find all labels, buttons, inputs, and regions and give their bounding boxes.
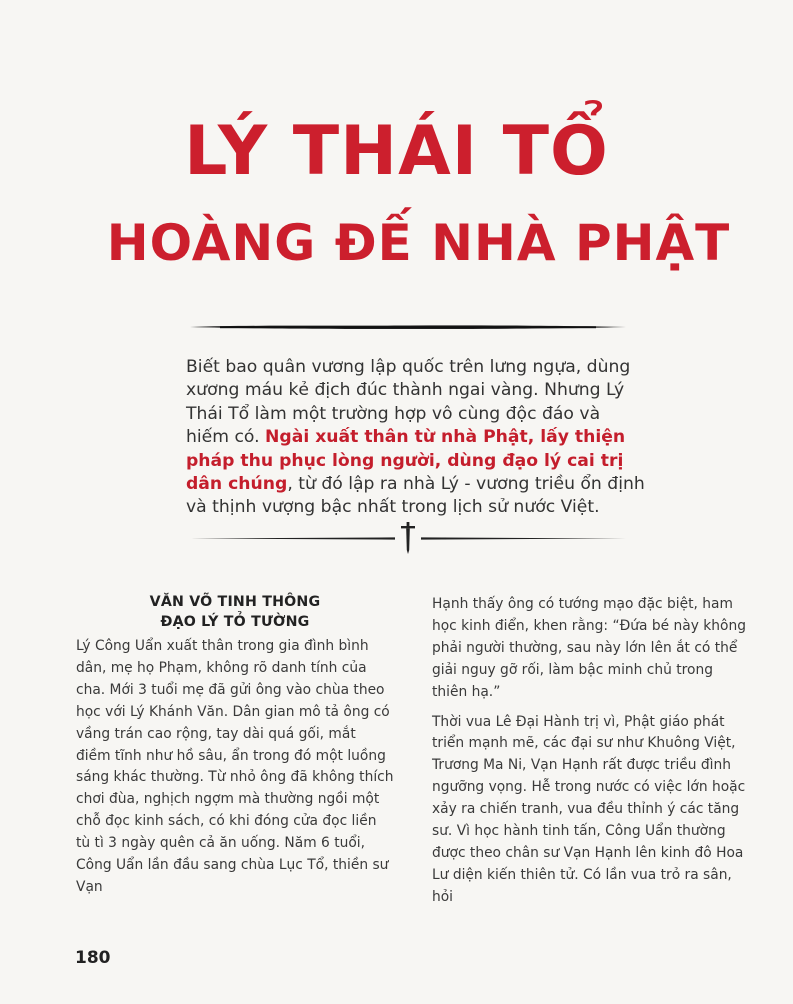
right-body-paragraph-2: Thời vua Lê Đại Hành trị vì, Phật giáo phát triển mạnh mẽ, các đại sư như Khuông Việt, Trương Ma Ni, Vạn Hạnh rất được triều đình ngưỡng vọng. Hễ trong nước có việc lớn hoặc xảy ra chiến tranh, vua đều thỉnh ý các tăng sư. Vì học hành tinh tấn, Công Uẩn thường được theo chân sư Vạn Hạnh lên kinh đô Hoa Lư diện kiến thiên tử. Có lần vua trỏ ra sân, hỏi	[432, 713, 746, 905]
page-number: 180	[75, 948, 111, 968]
right-column	[432, 594, 750, 909]
section-heading-line-1: VĂN VÕ TINH THÔNG	[149, 594, 321, 610]
section-heading	[76, 592, 394, 632]
title-line-2: HOÀNG ĐẾ NHÀ PHẬT	[106, 214, 731, 272]
title-line-1: LÝ THÁI TỔ	[184, 112, 609, 191]
section-heading-line-2: ĐẠO LÝ TỎ TƯỜNG	[160, 614, 310, 630]
left-column	[76, 592, 394, 899]
intro-highlight: Ngài xuất thân từ nhà Phật, lấy thiện pháp thu phục lòng người, dùng đạo lý cai trị dân chúng	[186, 427, 626, 495]
left-body-paragraph: Lý Công Uẩn xuất thân trong gia đình bình dân, mẹ họ Phạm, không rõ danh tính của cha. Mới 3 tuổi mẹ đã gửi ông vào chùa theo học với Lý Khánh Văn. Dân gian mô tả ông có vầng trán cao rộng, tay dài quá gối, mắt điềm tĩnh như hồ sâu, ẩn trong đó một luồng sáng khác thường. Từ nhỏ ông đã không thích chơi đùa, nghịch ngợm mà thường ngồi một chỗ đọc kinh sách, có khi đóng cửa đọc liền tù tì 3 ngày quên cả ăn uống. Năm 6 tuổi, Công Uẩn lần đầu sang chùa Lục Tổ, thiền sư Vạn	[76, 638, 394, 895]
brush-stroke-rule	[190, 322, 626, 332]
intro-paragraph	[186, 356, 648, 520]
right-body-paragraph-1: Hạnh thấy ông có tướng mạo đặc biệt, ham học kinh điển, khen rằng: “Đứa bé này không phải người thường, sau này lớn lên ắt có thể giải nguy gỡ rối, làm bậc minh chủ trong thiên hạ.”	[432, 596, 746, 700]
sword-divider-icon	[190, 520, 626, 556]
intro-text-start: Biết bao quân vương lập quốc trên lưng ngựa, dùng xương máu kẻ địch đúc thành ngai vàng. Nhưng Lý Thái Tổ làm một trường hợp vô cùng độc đáo và hiếm có.	[186, 357, 631, 448]
intro-text-end: , từ đó lập ra nhà Lý - vương triều ổn định và thịnh vượng bậc nhất trong lịch sử nước Việt.	[186, 474, 645, 518]
